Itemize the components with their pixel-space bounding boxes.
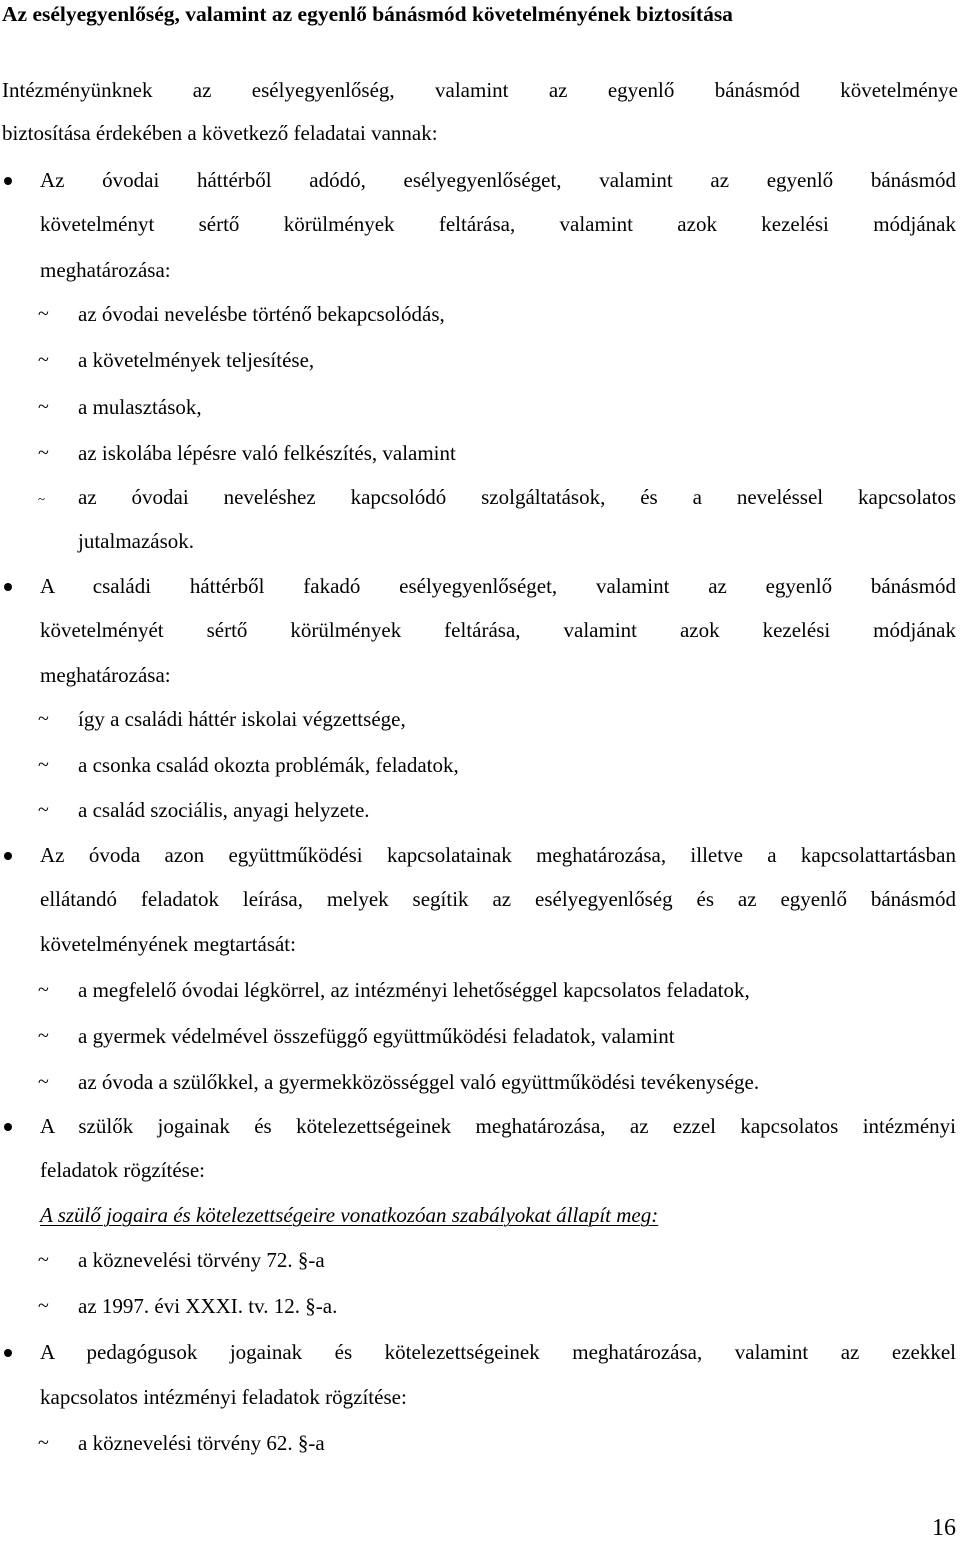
tilde-icon: ~ bbox=[38, 1432, 49, 1454]
list-item: a köznevelési törvény 62. §-a bbox=[78, 1431, 325, 1455]
list-item: a csonka család okozta problémák, feladatok, bbox=[78, 753, 459, 777]
list-item: az óvodai nevelésbe történő bekapcsolódás, bbox=[78, 302, 445, 326]
section1-line-2: követelményt sértő körülmények feltárása, valamint azok kezelési módjának bbox=[40, 212, 956, 236]
tilde-icon: ~ bbox=[38, 1295, 49, 1317]
section4-line-2: feladatok rögzítése: bbox=[40, 1158, 206, 1182]
tilde-icon: ~ bbox=[38, 1249, 49, 1271]
tilde-icon: ~ bbox=[38, 979, 49, 1001]
tilde-icon: ~ bbox=[38, 396, 49, 418]
section5-line-1: A pedagógusok jogainak és kötelezettségeinek meghatározása, valamint az ezekkel bbox=[40, 1340, 956, 1364]
section5-line-2: kapcsolatos intézményi feladatok rögzítése: bbox=[40, 1385, 407, 1409]
list-item: így a családi háttér iskolai végzettsége, bbox=[78, 707, 406, 731]
bullet-icon bbox=[4, 177, 12, 185]
list-item: a megfelelő óvodai légkörrel, az intézményi lehetőséggel kapcsolatos feladatok, bbox=[78, 978, 750, 1002]
tilde-icon: ~ bbox=[38, 349, 49, 371]
section2-line-3: meghatározása: bbox=[40, 663, 171, 687]
section2-line-1: A családi háttérből fakadó esélyegyenlőséget, valamint az egyenlő bánásmód bbox=[40, 574, 956, 598]
list-item: az óvodai neveléshez kapcsolódó szolgáltatások, és a neveléssel kapcsolatos bbox=[78, 485, 956, 509]
list-item: a mulasztások, bbox=[78, 395, 202, 419]
tilde-icon: ~ bbox=[38, 1071, 49, 1093]
list-item: az 1997. évi XXXI. tv. 12. §-a. bbox=[78, 1294, 338, 1318]
section4-line-1: A szülők jogainak és kötelezettségeinek meghatározása, az ezzel kapcsolatos intézményi bbox=[40, 1114, 956, 1138]
bullet-icon bbox=[4, 583, 12, 591]
section1-line-1: Az óvodai háttérből adódó, esélyegyenlőséget, valamint az egyenlő bánásmód bbox=[40, 168, 956, 192]
bullet-icon bbox=[4, 1123, 12, 1131]
tilde-icon: ~ bbox=[38, 708, 49, 730]
bullet-icon bbox=[4, 1349, 12, 1357]
list-item: a család szociális, anyagi helyzete. bbox=[78, 798, 370, 822]
section3-line-3: követelményének megtartását: bbox=[40, 932, 296, 956]
list-item: a gyermek védelmével összefüggő együttműködési feladatok, valamint bbox=[78, 1024, 675, 1048]
intro-line-1: Intézményünknek az esélyegyenlőség, valamint az egyenlő bánásmód követelménye bbox=[2, 78, 958, 102]
section4-italic-heading: A szülő jogaira és kötelezettségeire vonatkozóan szabályokat állapít meg: bbox=[40, 1203, 659, 1227]
list-item-continuation: jutalmazások. bbox=[78, 529, 195, 553]
tilde-icon: ~ bbox=[38, 754, 49, 776]
page-number: 16 bbox=[932, 1515, 956, 1541]
tilde-icon: ~ bbox=[38, 491, 46, 506]
bullet-icon bbox=[4, 852, 12, 860]
tilde-icon: ~ bbox=[38, 799, 49, 821]
tilde-icon: ~ bbox=[38, 303, 49, 325]
list-item: a köznevelési törvény 72. §-a bbox=[78, 1248, 325, 1272]
page-title: Az esélyegyenlőség, valamint az egyenlő bánásmód követelményének biztosítása bbox=[2, 2, 733, 26]
list-item: az iskolába lépésre való felkészítés, valamint bbox=[78, 441, 456, 465]
section3-line-2: ellátandó feladatok leírása, melyek segítik az esélyegyenlőség és az egyenlő bánásmód bbox=[40, 887, 956, 911]
list-item: az óvoda a szülőkkel, a gyermekközösséggel való együttműködési tevékenysége. bbox=[78, 1070, 760, 1094]
tilde-icon: ~ bbox=[38, 442, 49, 464]
intro-line-2: biztosítása érdekében a következő feladatai vannak: bbox=[2, 121, 438, 145]
section1-line-3: meghatározása: bbox=[40, 258, 171, 282]
section3-line-1: Az óvoda azon együttműködési kapcsolatainak meghatározása, illetve a kapcsolattartásban bbox=[40, 843, 956, 867]
tilde-icon: ~ bbox=[38, 1025, 49, 1047]
list-item: a követelmények teljesítése, bbox=[78, 348, 315, 372]
section2-line-2: követelményét sértő körülmények feltárása, valamint azok kezelési módjának bbox=[40, 618, 956, 642]
